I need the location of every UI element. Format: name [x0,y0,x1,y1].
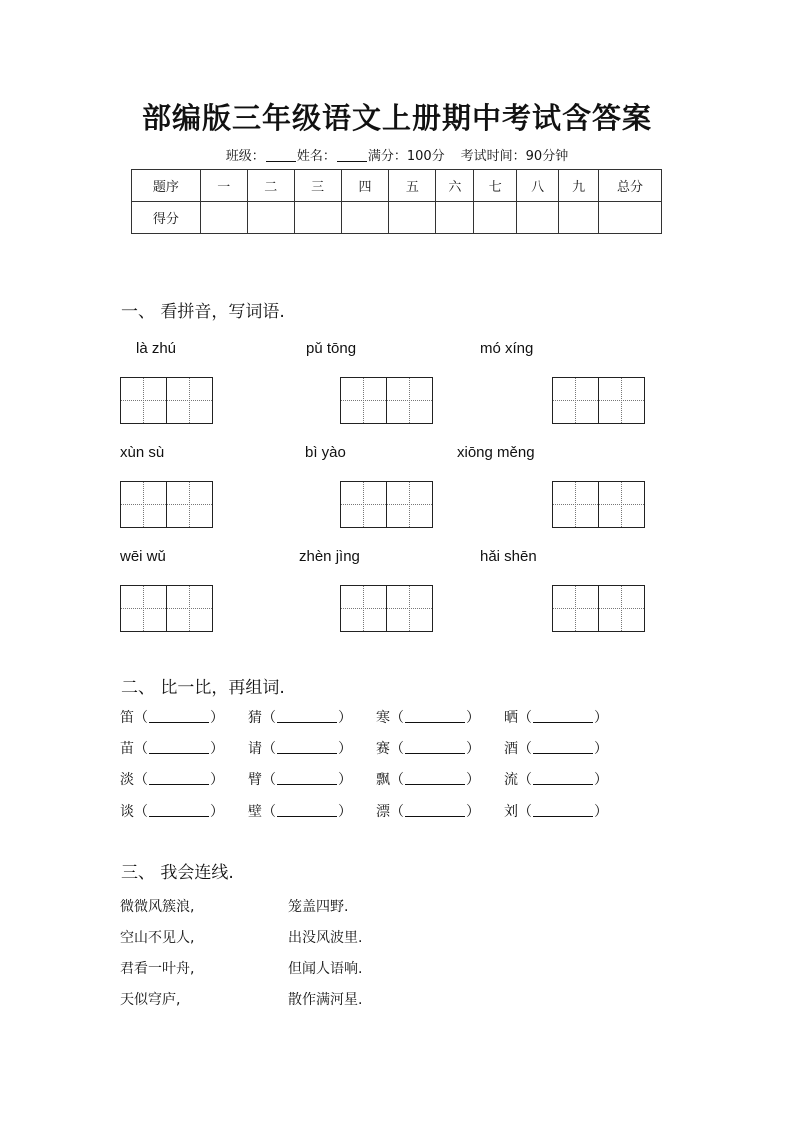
word-item: 赛（ ） [376,741,480,757]
header-cell: 九 [559,170,599,202]
score-table-score-row [132,202,662,234]
char: 酒 [504,741,518,757]
answer-blank[interactable] [149,784,209,785]
writing-grid[interactable] [340,377,433,424]
word-item: 酒（ ） [504,741,608,757]
pinyin-label: xùn sù [120,444,165,461]
name-blank[interactable] [337,161,367,162]
header-cell: 二 [247,170,294,202]
score-cell[interactable] [341,202,389,234]
header-cell: 四 [341,170,389,202]
writing-grid[interactable] [340,585,433,632]
word-item: 飘（ ） [376,772,480,788]
class-label: 班级： [225,149,265,164]
char: 苗 [120,741,134,757]
answer-blank[interactable] [277,753,337,754]
poem-right-line[interactable]: 散作满河星. [288,992,363,1008]
header-cell: 八 [517,170,559,202]
score-cell[interactable] [436,202,474,234]
poem-right-line[interactable]: 笼盖四野. [288,899,349,915]
pinyin-label: bì yào [305,444,346,461]
writing-grid[interactable] [120,585,213,632]
class-blank[interactable] [266,161,296,162]
exam-time-label: 考试时间：90分钟 [460,149,569,164]
word-item: 流（ ） [504,772,608,788]
poem-left-line[interactable]: 君看一叶舟, [120,961,195,977]
score-cell[interactable] [294,202,341,234]
char: 壁 [248,804,262,820]
score-cell[interactable] [247,202,294,234]
exam-info-line [0,145,794,164]
word-item: 臂（ ） [248,772,352,788]
poem-left-line[interactable]: 空山不见人, [120,930,195,946]
char: 猜 [248,710,262,726]
section3-heading: 三、 我会连线. [121,863,234,883]
score-table-header-row [132,170,662,202]
header-cell: 三 [294,170,341,202]
writing-grid[interactable] [120,481,213,528]
char: 流 [504,772,518,788]
answer-blank[interactable] [405,784,465,785]
answer-blank[interactable] [405,816,465,817]
word-item: 苗（ ） [120,741,224,757]
answer-blank[interactable] [277,816,337,817]
section2-heading: 二、 比一比，再组词. [121,678,285,698]
answer-blank[interactable] [149,816,209,817]
writing-grid[interactable] [552,585,645,632]
word-item: 请（ ） [248,741,352,757]
word-item: 猜（ ） [248,710,352,726]
pinyin-label: pǔ tōng [306,340,357,357]
pinyin-label: mó xíng [480,340,534,357]
word-item: 寒（ ） [376,710,480,726]
word-item: 壁（ ） [248,804,352,820]
answer-blank[interactable] [277,722,337,723]
poem-left-line[interactable]: 微微风簇浪, [120,899,195,915]
char: 淡 [120,772,134,788]
answer-blank[interactable] [405,722,465,723]
char: 谈 [120,804,134,820]
answer-blank[interactable] [533,784,593,785]
answer-blank[interactable] [277,784,337,785]
score-cell[interactable] [599,202,662,234]
pinyin-label: là zhú [136,340,177,357]
poem-right-line[interactable]: 出没风波里. [288,930,363,946]
header-cell: 总分 [599,170,662,202]
full-score-label: 满分：100分 [367,149,445,164]
header-cell: 一 [200,170,247,202]
word-item: 刘（ ） [504,804,608,820]
word-item: 谈（ ） [120,804,224,820]
score-table [131,169,662,234]
page-title: 部编版三年级语文上册期中考试含答案 [141,101,652,135]
header-cell: 题序 [132,170,201,202]
char: 请 [248,741,262,757]
writing-grid[interactable] [120,377,213,424]
word-item: 漂（ ） [376,804,480,820]
answer-blank[interactable] [405,753,465,754]
word-item: 晒（ ） [504,710,608,726]
char: 漂 [376,804,390,820]
score-cell[interactable] [517,202,559,234]
writing-grid[interactable] [552,377,645,424]
answer-blank[interactable] [533,816,593,817]
header-cell: 七 [474,170,517,202]
row-label: 得分 [132,202,201,234]
char: 寒 [376,710,390,726]
char: 笛 [120,710,134,726]
score-cell[interactable] [389,202,436,234]
pinyin-label: hǎi shēn [480,548,537,565]
writing-grid[interactable] [340,481,433,528]
writing-grid[interactable] [552,481,645,528]
pinyin-label: xiōng měng [457,444,535,461]
word-item: 淡（ ） [120,772,224,788]
poem-right-line[interactable]: 但闻人语响. [288,961,363,977]
char: 飘 [376,772,390,788]
word-item: 笛（ ） [120,710,224,726]
char: 刘 [504,804,518,820]
poem-left-line[interactable]: 天似穹庐, [120,992,181,1008]
answer-blank[interactable] [149,722,209,723]
pinyin-label: zhèn jìng [299,548,360,565]
answer-blank[interactable] [149,753,209,754]
section1-heading: 一、 看拼音，写词语. [121,302,285,322]
char: 晒 [504,710,518,726]
answer-blank[interactable] [533,753,593,754]
score-cell[interactable] [474,202,517,234]
pinyin-label: wēi wǔ [120,548,166,565]
header-cell: 六 [436,170,474,202]
char: 臂 [248,772,262,788]
score-cell[interactable] [559,202,599,234]
char: 赛 [376,741,390,757]
answer-blank[interactable] [533,722,593,723]
name-label: 姓名： [296,149,336,164]
score-cell[interactable] [200,202,247,234]
header-cell: 五 [389,170,436,202]
